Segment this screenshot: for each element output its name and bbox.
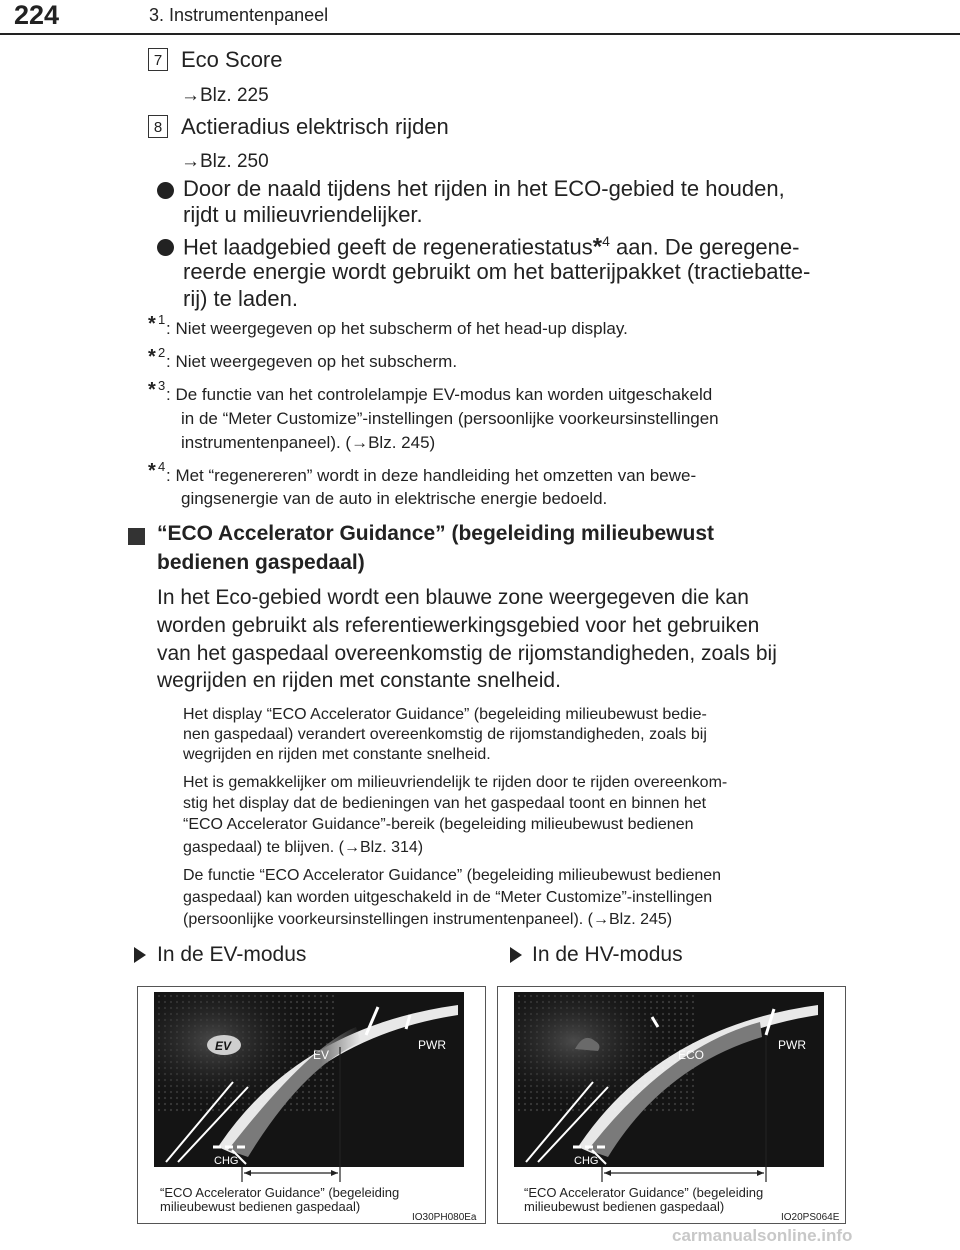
chg-label: CHG bbox=[214, 1155, 239, 1167]
section-heading: bedienen gaspedaal) bbox=[157, 551, 365, 574]
zone-label: ECO bbox=[678, 1048, 705, 1062]
zone-label: EV bbox=[313, 1048, 330, 1062]
footnote-text: in de “Meter Customize”-instellingen (persoonlijke voorkeursinstellingen bbox=[181, 409, 719, 428]
arrow-head bbox=[331, 1170, 338, 1176]
watermark: carmanualsonline.info bbox=[672, 1226, 853, 1245]
page-number: 224 bbox=[14, 0, 60, 30]
chg-label: CHG bbox=[574, 1155, 599, 1167]
paragraph-text: gaspedaal) kan worden uitgeschakeld in de “Meter Customize”-instellingen bbox=[183, 889, 713, 906]
footnote-star: * bbox=[592, 233, 603, 261]
item-title: Eco Score bbox=[181, 47, 283, 72]
bullet-text: rij) te laden. bbox=[183, 286, 298, 311]
paragraph-text: (persoonlijke voorkeursinstellingen instrumentenpaneel). (→Blz. 245) bbox=[183, 911, 673, 928]
paragraph-text: Het display “ECO Accelerator Guidance” (begeleiding milieubewust bedie- bbox=[183, 706, 707, 723]
ev-indicator-text: EV bbox=[215, 1039, 232, 1053]
body-text: In het Eco-gebied wordt een blauwe zone weergegeven die kan bbox=[157, 586, 749, 609]
triangle-bullet-icon bbox=[510, 947, 522, 963]
page-header bbox=[0, 0, 960, 40]
footnote-marker: 3 bbox=[158, 378, 166, 393]
section-heading: “ECO Accelerator Guidance” (begeleiding milieubewust bbox=[157, 522, 715, 545]
bullet-text: Door de naald tijdens het rijden in het ECO-gebied te houden, bbox=[183, 176, 785, 201]
body-text: wegrijden en rijden met constante snelheid. bbox=[157, 669, 561, 692]
footnote-star: * bbox=[148, 346, 156, 368]
page-reference: →Blz. 250 bbox=[181, 151, 269, 172]
footnote-marker: 2 bbox=[158, 345, 166, 360]
footnote-text: : Niet weergegeven op het subscherm. bbox=[166, 352, 458, 371]
item-title: Actieradius elektrisch rijden bbox=[181, 114, 449, 139]
footnote-marker: 4 bbox=[602, 233, 610, 249]
arrow-head bbox=[604, 1170, 611, 1176]
arrow-head bbox=[244, 1170, 251, 1176]
paragraph-text: Het is gemakkelijker om milieuvriendelijk te rijden door te rijden overeenkom- bbox=[183, 774, 728, 791]
paragraph-text: gaspedaal) te blijven. (→Blz. 314) bbox=[183, 839, 424, 856]
bullet-text: reerde energie wordt gebruikt om het batterijpakket (tractiebatte- bbox=[183, 259, 811, 284]
arrow-head bbox=[757, 1170, 764, 1176]
footnote-text: : Niet weergegeven op het subscherm of het head-up display. bbox=[166, 319, 628, 338]
figure-caption: “ECO Accelerator Guidance” (begeleiding bbox=[524, 1185, 764, 1200]
footnote-star: * bbox=[148, 460, 156, 482]
triangle-bullet-icon bbox=[134, 947, 146, 963]
bullet-text: Het laadgebied geeft de regeneratiestatus*$^4$ aan. De geregene- bbox=[183, 233, 800, 261]
figure-caption: milieubewust bedienen gaspedaal) bbox=[524, 1199, 725, 1214]
item-number-badge: 8 bbox=[148, 115, 168, 138]
figure-subhead: In de HV-modus bbox=[532, 943, 683, 966]
paragraph-text: De functie “ECO Accelerator Guidance” (begeleiding milieubewust bedienen bbox=[183, 867, 722, 884]
page-reference: →Blz. 225 bbox=[181, 85, 269, 106]
paragraph-text: nen gaspedaal) verandert overeenkomstig de rijomstandigheden, zoals bij bbox=[183, 726, 707, 743]
bullet-dot bbox=[157, 182, 174, 199]
footnote-star: * bbox=[148, 313, 156, 335]
bullet-dot bbox=[157, 239, 174, 256]
paragraph-text: wegrijden en rijden met constante snelheid. bbox=[183, 746, 491, 763]
footnote-text: : Met “regenereren” wordt in deze handleiding het omzetten van bewe- bbox=[166, 466, 697, 485]
figure-caption: “ECO Accelerator Guidance” (begeleiding bbox=[160, 1185, 400, 1200]
figure-caption: milieubewust bedienen gaspedaal) bbox=[160, 1199, 361, 1214]
footnote-star: * bbox=[148, 379, 156, 401]
header-rule bbox=[0, 33, 960, 35]
bullet-text: rijdt u milieuvriendelijker. bbox=[183, 202, 423, 227]
figure-ev-mode bbox=[137, 986, 486, 1224]
footnote-marker: 4 bbox=[158, 459, 166, 474]
figure-code: IO20PS064E bbox=[781, 1212, 840, 1223]
pwr-label: PWR bbox=[418, 1038, 446, 1052]
section-bullet bbox=[128, 528, 145, 545]
footnote-text: : De functie van het controlelampje EV-modus kan worden uitgeschakeld bbox=[166, 385, 713, 404]
footnote-text: gingsenergie van de auto in elektrische energie bedoeld. bbox=[181, 489, 608, 508]
footnote-marker: 1 bbox=[158, 312, 166, 327]
pwr-label: PWR bbox=[778, 1038, 806, 1052]
section-title: 3. Instrumentenpaneel bbox=[149, 5, 329, 25]
footnote-text: instrumentenpaneel). (→Blz. 245) bbox=[181, 433, 436, 452]
body-text: worden gebruikt als referentiewerkingsgebied voor het gebruiken bbox=[157, 614, 760, 637]
paragraph-text: stig het display dat de bedieningen van het gaspedaal toont en binnen het bbox=[183, 795, 707, 812]
figure-subhead: In de EV-modus bbox=[157, 943, 307, 966]
figure-hv-mode bbox=[497, 986, 846, 1224]
body-text: van het gaspedaal overeenkomstig de rijomstandigheden, zoals bij bbox=[157, 642, 777, 665]
figure-code: IO30PH080Ea bbox=[412, 1212, 477, 1223]
item-number-badge: 7 bbox=[148, 48, 168, 71]
paragraph-text: “ECO Accelerator Guidance”-bereik (begeleiding milieubewust bedienen bbox=[183, 816, 694, 833]
